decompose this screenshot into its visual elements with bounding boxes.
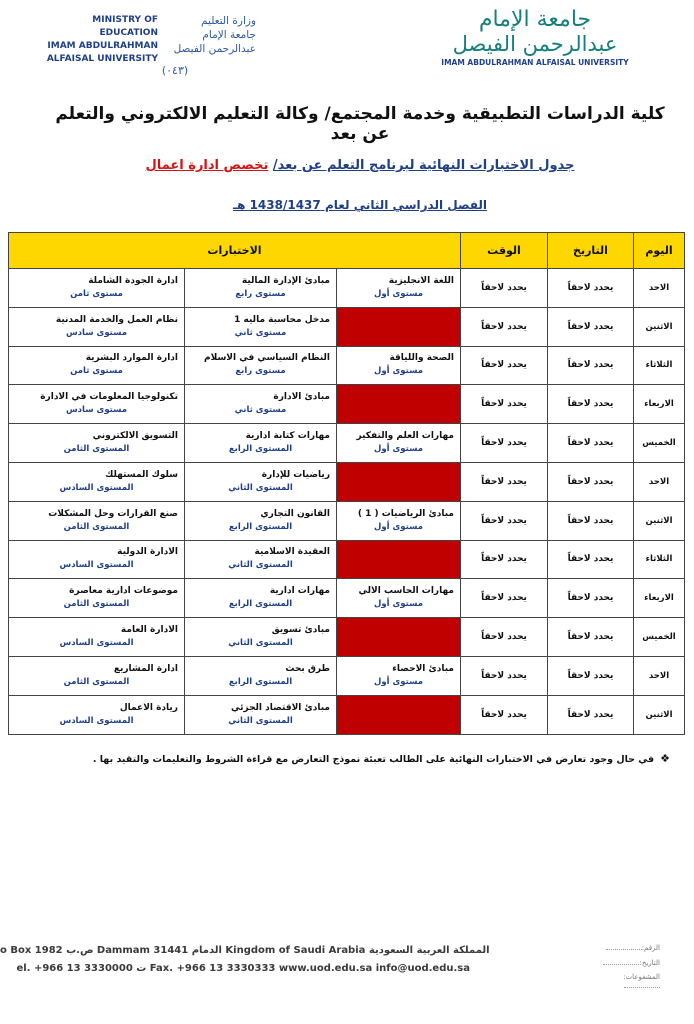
exam-course-name: سلوك المستهلك — [105, 469, 178, 480]
cell-exam-empty — [337, 618, 461, 657]
exam-level: مستوى ثاني — [234, 327, 287, 338]
ref-attachments — [600, 973, 660, 990]
cell-exam — [337, 346, 461, 385]
ref-label: المشفوعات: — [623, 973, 660, 981]
exam-level: المستوى السادس — [59, 638, 134, 649]
exam-level: مستوى سادس — [65, 405, 128, 416]
exam-course-name: مبادئ الادارة — [273, 392, 330, 403]
exam-course-name: النظام السياسي في الاسلام — [204, 353, 330, 364]
exam-level: المستوى الثاني — [228, 482, 293, 493]
cell-time: يحدد لاحقاً — [461, 656, 548, 695]
cell-date: يحدد لاحقاً — [548, 618, 634, 657]
bullet-icon: ❖ — [660, 752, 670, 765]
cell-date: يحدد لاحقاً — [548, 462, 634, 501]
exam-level: مستوى سادس — [65, 327, 128, 338]
exam-course-name: مبادئ الاحصاء — [392, 663, 454, 674]
cell-date: يحدد لاحقاً — [548, 695, 634, 734]
exam-course-name: اللغة الانجليزية — [388, 275, 454, 286]
table-row — [9, 462, 685, 501]
ref-number — [600, 943, 660, 952]
table-row — [9, 579, 685, 618]
exam-level: مستوى رابع — [235, 288, 286, 299]
exam-level: مستوى أول — [373, 676, 424, 687]
cell-time: يحدد لاحقاً — [461, 307, 548, 346]
cell-date: يحدد لاحقاً — [548, 346, 634, 385]
exam-course-name: ادارة المشاريع — [113, 663, 178, 674]
exam-course-name: التسويق الالكتروني — [92, 431, 178, 442]
exam-course-name: ادارة الجودة الشاملة — [88, 275, 178, 286]
cell-exam-empty — [337, 307, 461, 346]
cell-exam — [9, 656, 185, 695]
table-row — [9, 656, 685, 695]
cell-day: الثلاثاء — [634, 346, 685, 385]
exam-course-name: رياضيات للإدارة — [261, 469, 330, 480]
exam-level: مستوى أول — [373, 288, 424, 299]
exam-level: المستوى الثامن — [63, 676, 130, 687]
cell-exam — [337, 656, 461, 695]
header-date: التاريخ — [548, 233, 634, 269]
exam-course-name: مبادئ الاقتصاد الجزئي — [230, 702, 330, 713]
exam-level: المستوى الرابع — [228, 676, 293, 687]
page-subtitle — [40, 158, 680, 173]
semester-label: الفصل الدراسي الثاني لعام 1438/1437 هـ — [232, 198, 488, 212]
cell-exam — [185, 346, 337, 385]
exam-level: مستوى أول — [373, 366, 424, 377]
cell-date: يحدد لاحقاً — [548, 501, 634, 540]
exam-level: مستوى ثاني — [234, 405, 287, 416]
exam-course-name: تكنولوجيا المعلومات في الادارة — [40, 392, 178, 403]
exam-course-name: مبادئ الرياضيات ( 1 ) — [357, 508, 454, 519]
exam-level: المستوى السادس — [59, 482, 134, 493]
exam-course-name: مدخل محاسبة ماليه 1 — [234, 314, 330, 325]
exam-level: المستوى الثامن — [63, 599, 130, 610]
cell-exam — [9, 424, 185, 463]
cell-date: يحدد لاحقاً — [548, 579, 634, 618]
cell-exam — [337, 579, 461, 618]
cell-day: الاحد — [634, 462, 685, 501]
cell-exam — [185, 462, 337, 501]
cell-time: يحدد لاحقاً — [461, 695, 548, 734]
table-row — [9, 269, 685, 308]
exam-course-name: موضوعات ادارية معاصرة — [69, 586, 178, 597]
cell-exam — [337, 501, 461, 540]
cell-time: يحدد لاحقاً — [461, 540, 548, 579]
university-logo-line1: جامعة الإمام — [478, 7, 592, 32]
exam-level: المستوى الرابع — [228, 521, 293, 532]
exam-level: مستوى أول — [373, 444, 424, 455]
exam-course-name: مهارات العلم والتفكير — [356, 431, 454, 442]
cell-exam — [9, 579, 185, 618]
cell-date: يحدد لاحقاً — [548, 307, 634, 346]
cell-exam-empty — [337, 385, 461, 424]
exam-course-name: نظام العمل والخدمة المدنية — [55, 314, 178, 325]
table-row — [9, 695, 685, 734]
cell-time: يحدد لاحقاً — [461, 618, 548, 657]
ministry-line-ar: جامعة الإمام — [202, 29, 256, 41]
note-text: في حال وجود تعارض في الاختبارات النهائية على الطالب تعبئة نموذج التعارض مع قراءة الشروط والتعليمات والتقيد بها . — [92, 754, 655, 765]
cell-exam — [185, 307, 337, 346]
table-row — [9, 307, 685, 346]
exam-level: المستوى الثامن — [63, 521, 130, 532]
exam-level: مستوى أول — [373, 599, 424, 610]
exam-level: مستوى رابع — [235, 366, 286, 377]
cell-day: الاثنين — [634, 695, 685, 734]
cell-date: يحدد لاحقاً — [548, 424, 634, 463]
footer-address: o Box 1982 ص.ب Dammam 31441 الدمام Kingdom of Saudi Arabia المملكة العربية السعودية — [0, 945, 490, 956]
exam-course-name: الادارة العامة — [120, 625, 178, 636]
cell-exam — [185, 540, 337, 579]
ministry-line: ALFAISAL UNIVERSITY — [46, 54, 158, 64]
cell-exam — [185, 501, 337, 540]
cell-time: يحدد لاحقاً — [461, 424, 548, 463]
cell-day: الاحد — [634, 656, 685, 695]
cell-day: الاربعاء — [634, 385, 685, 424]
ministry-line-ar: وزارة التعليم — [201, 15, 256, 27]
table-row — [9, 501, 685, 540]
cell-exam-empty — [337, 540, 461, 579]
cell-exam — [337, 424, 461, 463]
exam-level: المستوى الثاني — [228, 560, 293, 571]
university-logo-english: IMAM ABDULRAHMAN ALFAISAL UNIVERSITY — [441, 58, 629, 67]
cell-date: يحدد لاحقاً — [548, 540, 634, 579]
cell-exam — [185, 618, 337, 657]
cell-day: الاحد — [634, 269, 685, 308]
cell-exam — [9, 269, 185, 308]
exam-course-name: الادارة الدولية — [117, 547, 178, 558]
table-header-row — [9, 233, 685, 269]
cell-exam — [185, 424, 337, 463]
cell-day: الاثنين — [634, 307, 685, 346]
cell-exam — [9, 307, 185, 346]
exam-course-name: العقيدة الاسلامية — [254, 547, 330, 558]
document-code: (٠٤٣) — [161, 64, 189, 77]
cell-exam — [9, 618, 185, 657]
exam-course-name: طرق بحث — [285, 663, 330, 674]
cell-exam — [9, 385, 185, 424]
university-logo-line2: عبدالرحمن الفيصل — [452, 32, 618, 56]
exam-level: المستوى الرابع — [228, 599, 293, 610]
cell-time: يحدد لاحقاً — [461, 462, 548, 501]
exam-course-name: صنع القرارات وحل المشكلات — [48, 508, 178, 519]
cell-time: يحدد لاحقاً — [461, 579, 548, 618]
conflict-note — [70, 752, 670, 765]
header-time: الوقت — [461, 233, 548, 269]
subtitle-major: تخصص ادارة اعمال — [145, 158, 269, 173]
page-title: كلية الدراسات التطبيقية وخدمة المجتمع/ وكالة التعليم الالكتروني والتعلم عن بعد — [55, 104, 665, 144]
cell-exam — [185, 695, 337, 734]
cell-day: الاثنين — [634, 501, 685, 540]
cell-exam — [9, 346, 185, 385]
header-exams: الاختبارات — [9, 233, 461, 269]
exam-level: مستوى أول — [373, 521, 424, 532]
ministry-name-arabic — [164, 14, 256, 56]
cell-day: الثلاثاء — [634, 540, 685, 579]
cell-exam — [337, 269, 461, 308]
subtitle-schedule: جدول الاختبارات النهائية لبرنامج التعلم عن بعد/ — [272, 158, 575, 173]
exam-course-name: مبادئ تسويق — [271, 625, 330, 636]
table-row — [9, 540, 685, 579]
exam-level: مستوى ثامن — [70, 366, 123, 377]
cell-exam — [185, 385, 337, 424]
cell-exam — [185, 656, 337, 695]
table-row — [9, 385, 685, 424]
exam-course-name: القانون التجاري — [260, 508, 330, 519]
cell-day: الخميس — [634, 618, 685, 657]
exam-course-name: ادارة الموارد البشرية — [85, 353, 178, 364]
exam-course-name: مهارات كتابة ادارية — [245, 431, 330, 442]
cell-exam — [9, 695, 185, 734]
header-day: اليوم — [634, 233, 685, 269]
exam-course-name: الصحة واللياقة — [389, 353, 454, 364]
ministry-line: IMAM ABDULRAHMAN — [47, 41, 158, 51]
table-row — [9, 618, 685, 657]
cell-exam — [185, 269, 337, 308]
exam-level: المستوى الثاني — [228, 715, 293, 726]
ref-date — [600, 958, 660, 967]
cell-exam — [9, 462, 185, 501]
exam-level: المستوى السادس — [59, 560, 134, 571]
exam-level: المستوى الرابع — [228, 444, 293, 455]
ministry-line: MINISTRY OF EDUCATION — [92, 15, 158, 38]
cell-date: يحدد لاحقاً — [548, 656, 634, 695]
exam-schedule-table — [8, 232, 685, 735]
footer-contact: el. +966 13 3330000 ت Fax. +966 13 3330333 www.uod.edu.sa info@uod.edu.sa — [16, 963, 470, 974]
cell-day: الاربعاء — [634, 579, 685, 618]
cell-date: يحدد لاحقاً — [548, 269, 634, 308]
cell-exam — [9, 501, 185, 540]
exam-level: المستوى الثامن — [63, 444, 130, 455]
cell-day: الخميس — [634, 424, 685, 463]
exam-course-name: مهارات الحاسب الالي — [358, 586, 454, 597]
exam-level: المستوى الثاني — [228, 638, 293, 649]
exam-course-name: مهارات ادارية — [269, 586, 330, 597]
ref-label: الرقم: — [641, 944, 660, 952]
exam-course-name: مبادئ الإدارة المالية — [241, 275, 330, 286]
cell-time: يحدد لاحقاً — [461, 385, 548, 424]
table-row — [9, 424, 685, 463]
table-row — [9, 346, 685, 385]
exam-level: المستوى السادس — [59, 715, 134, 726]
ministry-line-ar: عبدالرحمن الفيصل — [173, 43, 256, 55]
exam-course-name: ريادة الاعمال — [119, 702, 178, 713]
cell-exam — [185, 579, 337, 618]
cell-time: يحدد لاحقاً — [461, 501, 548, 540]
cell-exam — [9, 540, 185, 579]
cell-exam-empty — [337, 462, 461, 501]
cell-time: يحدد لاحقاً — [461, 346, 548, 385]
cell-time: يحدد لاحقاً — [461, 269, 548, 308]
cell-date: يحدد لاحقاً — [548, 385, 634, 424]
ministry-name-english — [36, 14, 158, 66]
cell-exam-empty — [337, 695, 461, 734]
exam-level: مستوى ثامن — [70, 288, 123, 299]
ref-label: التاريخ: — [639, 959, 660, 967]
